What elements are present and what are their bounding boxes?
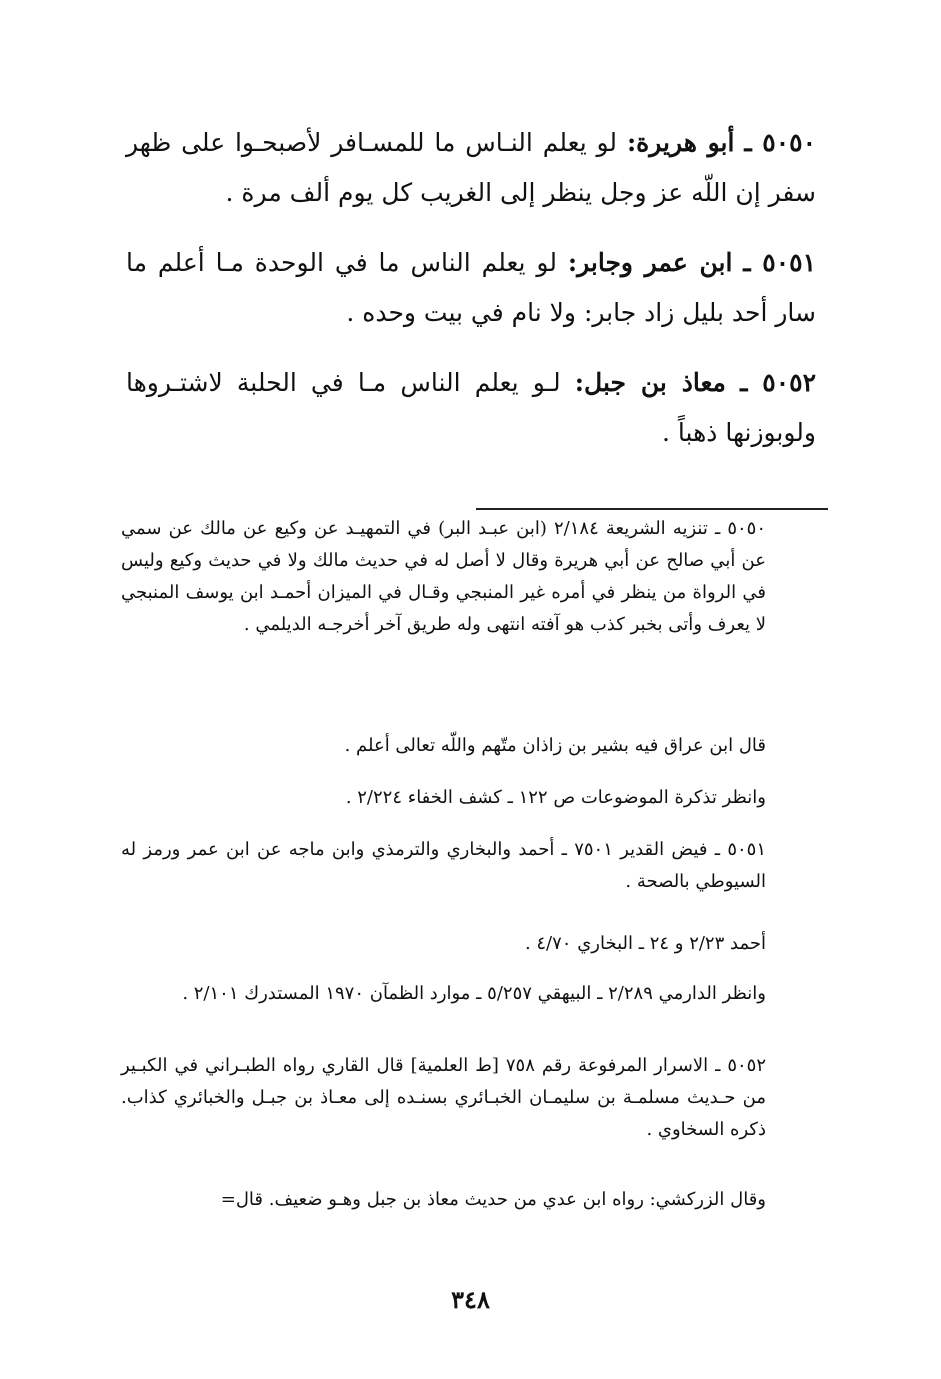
entry-number: ٥٠٥١ ـ <box>743 248 816 277</box>
footnote-5052-note <box>121 1184 821 1216</box>
entry-narrator: ابن عمر وجابر: <box>567 248 733 277</box>
entry-narrator: أبو هريرة: <box>626 128 735 157</box>
entry-text: لو يعلم الناس ما في الوحدة مـا أعلم ما سار أحد بليل زاد جابر: ولا نام في بيت وحده . <box>126 248 816 327</box>
entry-text: لـو يعلم الناس مـا في الحلبة لاشتـروها ولوبوزنها ذهباً . <box>126 368 816 447</box>
footnote-text: ٥٠٥١ ـ فيض القدير ٧٥٠١ ـ أحمد والبخاري والترمذي وابن ماجه عن ابن عمر ورمز له السيوطي بالصحة . <box>121 839 766 892</box>
hadith-entry-5052 <box>126 358 816 458</box>
footnote-5050-note <box>121 730 821 762</box>
entry-number: ٥٠٥٠ ـ <box>744 128 816 157</box>
footnote-text: وانظر الدارمي ٢/٢٨٩ ـ البيهقي ٥/٢٥٧ ـ موارد الظمآن ١٩٧٠ المستدرك ٢/١٠١ . <box>182 983 766 1004</box>
footnote-text: وانظر تذكرة الموضوعات ص ١٢٢ ـ كشف الخفاء ٢/٢٢٤ . <box>345 787 766 808</box>
entry-number: ٥٠٥٢ ـ <box>740 368 816 397</box>
footnote-5051 <box>121 834 821 898</box>
footnote-5050-reference <box>121 782 821 814</box>
footnote-text: ٥٠٥٢ ـ الاسرار المرفوعة رقم ٧٥٨ [ط العلمية] قال القاري رواه الطبـراني في الكبـير من حـديث مسلمـة بن سليمـان الخبـائري بسنـده إلى معـاذ بن جبـل والخبائري كذاب. ذكره السخاوي . <box>121 1055 766 1140</box>
footnote-5051-reference <box>121 978 821 1010</box>
page-number: ٣٤٨ <box>451 1285 490 1314</box>
entry-narrator: معاذ بن جبل: <box>574 368 726 397</box>
footnote-divider <box>476 508 828 510</box>
hadith-entry-5050 <box>126 118 816 218</box>
footnote-text: وقال الزركشي: رواه ابن عدي من حديث معاذ بن جبل وهـو ضعيف. قال= <box>220 1189 766 1210</box>
entry-text: لو يعلم النـاس ما للمسـافر لأصبحـوا على ظهر سفر إن اللّه عز وجل ينظر إلى الغريب كل يوم ألف مرة . <box>126 128 816 207</box>
footnote-text: أحمد ٢/٢٣ و ٢٤ ـ البخاري ٤/٧٠ . <box>524 933 766 954</box>
hadith-entry-5051 <box>126 238 816 338</box>
footnote-text: قال ابن عراق فيه بشير بن زاذان متّهم واللّه تعالى أعلم . <box>344 735 766 756</box>
footnote-5052 <box>121 1050 821 1146</box>
footnote-5051-note <box>121 928 821 960</box>
footnote-5050 <box>121 513 821 641</box>
footnote-text: ٥٠٥٠ ـ تنزيه الشريعة ٢/١٨٤ (ابن عبـد البر) في التمهيـد عن وكيع عن مالك عن سمي عن أبي صالح عن أبي هريرة وقال لا أصل له في حديث مالك ولا في حديث وكيع وليس في الرواة من ينظر في أمره غير المنبجي وقـال في الميزان أحمـد ابن يوسف المنبجي لا يعرف وأتى بخبر كذب هو آفته انتهى وله طريق آخر أخرجـه الديلمي . <box>121 518 766 635</box>
